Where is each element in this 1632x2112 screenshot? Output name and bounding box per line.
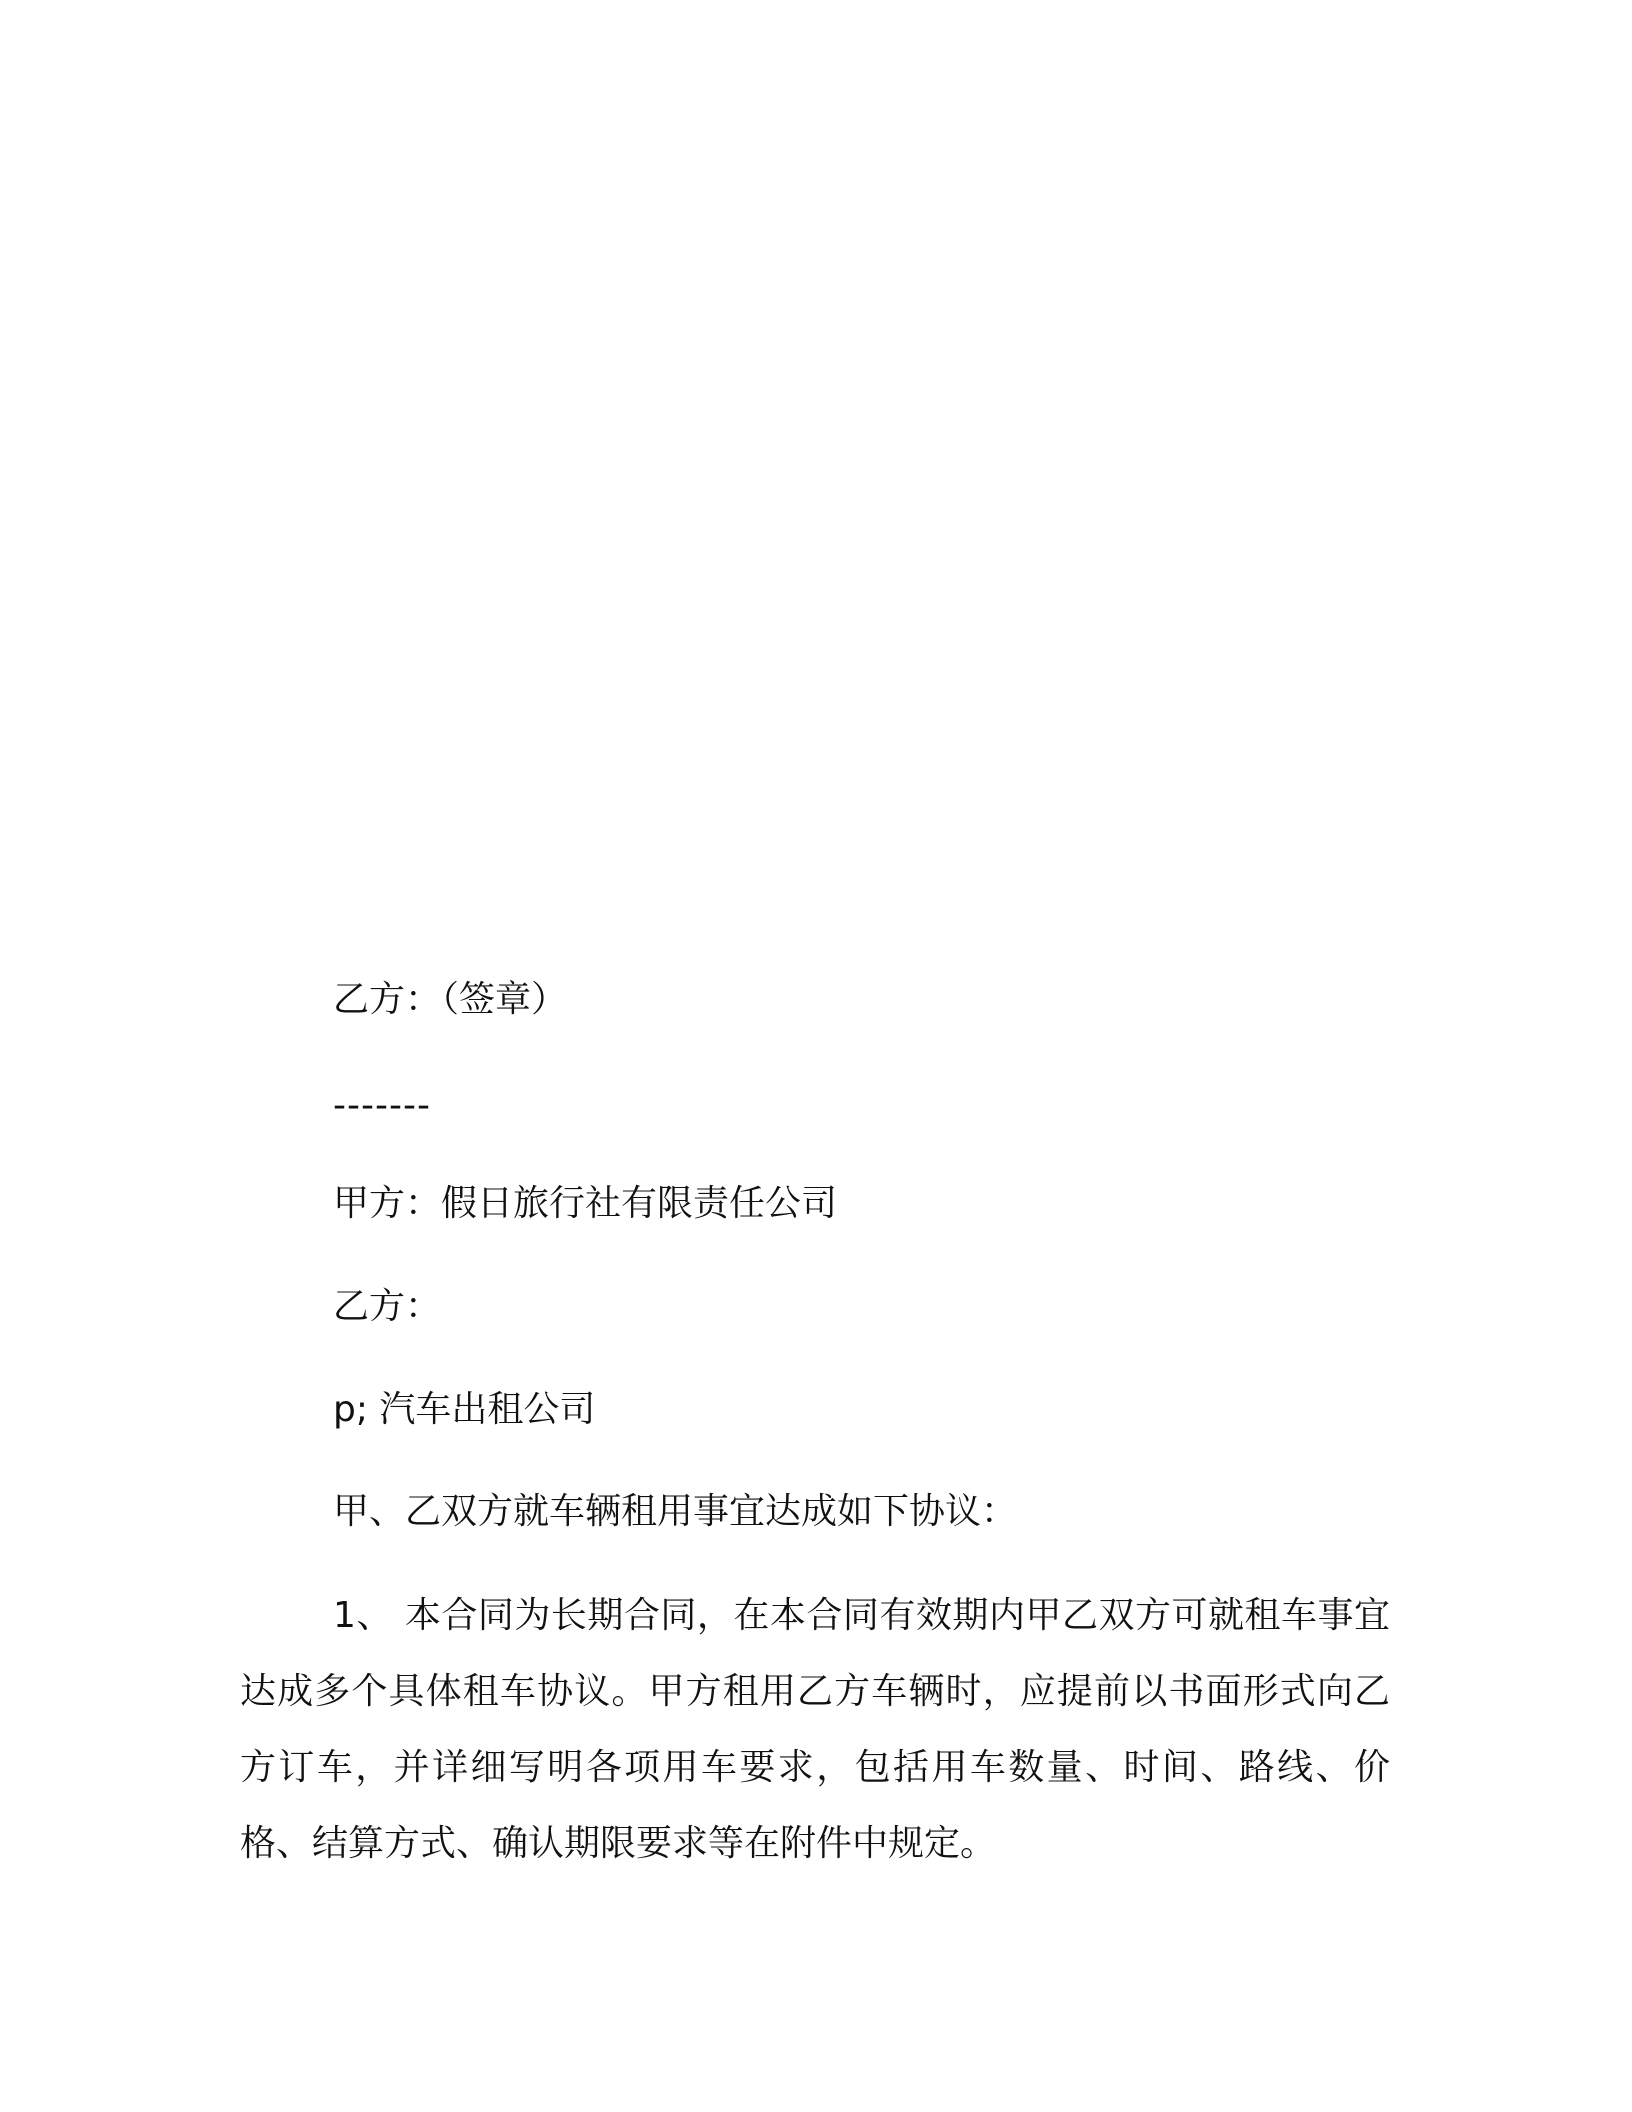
party-b-signature-line: 乙方：（签章） <box>333 979 568 1020</box>
separator-line: ------- <box>333 1085 431 1126</box>
party-b-label-line: 乙方： <box>333 1286 442 1327</box>
intro-line: 甲、乙双方就车辆租用事宜达成如下协议： <box>333 1491 1018 1532</box>
party-a-line: 甲方：假日旅行社有限责任公司 <box>333 1183 838 1224</box>
party-b-company-line: p; 汽车出租公司 <box>333 1389 596 1430</box>
clause-1-paragraph: 1、 本合同为长期合同，在本合同有效期内甲乙双方可就租车事宜达成多个具体租车协议。甲方租用乙方车辆时，应提前以书面形式向乙方订车，并详细写明各项用车要求，包括用车数量、时间、路线、价格、结算方式、确认期限要求等在附件中规定。 <box>240 1595 1390 1864</box>
